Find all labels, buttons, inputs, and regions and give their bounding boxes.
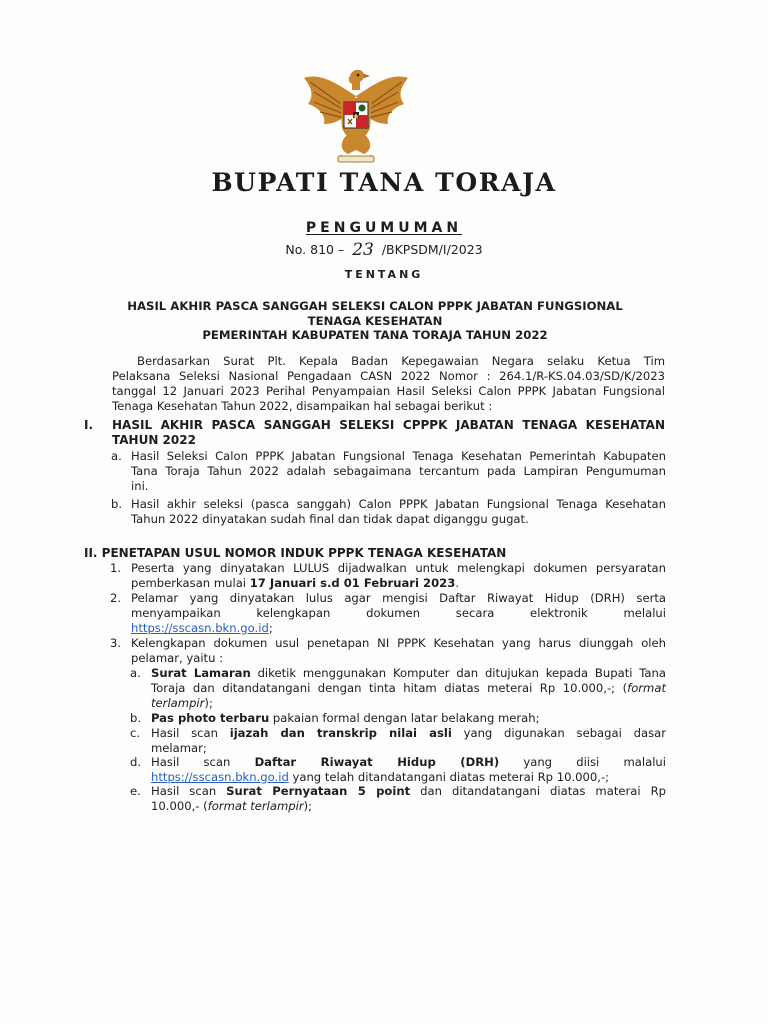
document-number	[0, 239, 768, 259]
intro-line: Pelaksana Seleksi Nasional Pengadaan CASN 2022 Nomor : 264.1/R-KS.04.03/SD/K/2023	[112, 369, 665, 383]
list-marker: b.	[130, 711, 142, 725]
intro-paragraph-cont	[112, 369, 665, 413]
subject-line-3: PEMERINTAH KABUPATEN TANA TORAJA TAHUN 2022	[202, 328, 548, 342]
list-marker: d.	[130, 755, 142, 769]
regent-title: BUPATI TANA TORAJA	[211, 168, 557, 197]
sscasn-link[interactable]: https://sscasn.bkn.go.id	[131, 620, 269, 635]
item-line: https://sscasn.bkn.go.id yang telah ditandatangani diatas meterai Rp 10.000,-;	[151, 769, 610, 784]
item-line: Hasil scan Surat Pernyataan 5 point dan ditandatangani diatas materai Rp	[151, 784, 666, 798]
item-line: https://sscasn.bkn.go.id;	[131, 620, 273, 635]
section-1-title-line: TAHUN 2022	[112, 433, 196, 447]
section-1-title-line: HASIL AKHIR PASCA SANGGAH SELEKSI CPPPK JABATAN TENAGA KESEHATAN	[112, 418, 665, 432]
item-line: Hasil scan ijazah dan transkrip nilai asli yang digunakan sebagai dasar	[151, 726, 666, 740]
number-prefix: No. 810 –	[285, 242, 345, 257]
item-line: Hasil Seleksi Calon PPPK Jabatan Fungsional Tenaga Kesehatan Pemerintah Kabupaten	[131, 449, 666, 463]
sscasn-link[interactable]: https://sscasn.bkn.go.id	[151, 769, 289, 784]
section-1-item-a	[131, 449, 666, 493]
number-handwritten: 23	[352, 240, 374, 260]
section-2-item-2	[131, 591, 666, 635]
intro-line: Tenaga Kesehatan Tahun 2022, disampaikan hal sebagai berikut :	[112, 398, 493, 413]
item-line: Hasil scan Daftar Riwayat Hidup (DRH) yang diisi malalui	[151, 755, 666, 769]
date-range: 17 Januari s.d 01 Februari 2023	[249, 575, 456, 590]
list-marker: a.	[130, 666, 141, 680]
section-2-title: II. PENETAPAN USUL NOMOR INDUK PPPK TENAGA KESEHATAN	[84, 546, 507, 560]
section-2-item-1	[131, 561, 666, 591]
section-1-item-b	[131, 497, 666, 527]
list-marker: 1.	[110, 561, 122, 575]
intro-paragraph	[112, 354, 665, 369]
garuda-emblem-icon	[300, 66, 412, 166]
item-line: Kelengkapan dokumen usul penetapan NI PPPK Kesehatan yang harus diunggah oleh	[131, 636, 666, 650]
subject-line-1: HASIL AKHIR PASCA SANGGAH SELEKSI CALON PPPK JABATAN FUNGSIONAL	[127, 299, 623, 313]
item-line: Tahun 2022 dinyatakan sudah final dan tidak dapat diganggu gugat.	[131, 511, 529, 526]
subject-line-2: TENAGA KESEHATAN	[307, 313, 443, 328]
list-marker: e.	[130, 784, 141, 798]
section-1-title	[112, 418, 665, 448]
requirement-a	[151, 666, 666, 710]
subject-heading	[80, 299, 670, 343]
item-line: Tana Toraja Tahun 2022 adalah sebagaimana tercantum pada Lampiran Pengumuman	[131, 463, 666, 478]
item-line: Peserta yang dinyatakan LULUS dijadwalkan untuk melengkapi dokumen persyaratan	[131, 561, 666, 575]
item-line: Pas photo terbaru pakaian formal dengan latar belakang merah;	[151, 711, 540, 725]
about-heading: TENTANG	[344, 268, 424, 281]
item-line: menyampaikan kelengkapan dokumen secara elektronik melalui	[131, 605, 666, 620]
item-line: terlampir);	[151, 695, 213, 710]
list-marker: c.	[130, 726, 141, 740]
section-2-item-3	[131, 636, 666, 666]
item-line: melamar;	[151, 740, 207, 755]
section-1-numeral: I.	[84, 418, 94, 432]
item-line: pemberkasan mulai 17 Januari s.d 01 Februari 2023.	[131, 575, 459, 590]
item-line: Pelamar yang dinyatakan lulus agar mengisi Daftar Riwayat Hidup (DRH) serta	[131, 591, 666, 605]
item-line: Hasil akhir seleksi (pasca sanggah) Calon PPPK Jabatan Fungsional Tenaga Kesehatan	[131, 497, 666, 511]
requirement-d	[151, 755, 666, 785]
item-line: Toraja dan ditandatangani dengan tinta hitam diatas meterai Rp 10.000,-; (format	[151, 680, 666, 695]
intro-line: tanggal 12 Januari 2023 Perihal Penyampaian Hasil Seleksi Calon PPPK Jabatan Fungsional	[112, 383, 665, 398]
item-line: ini.	[131, 478, 149, 493]
requirement-b	[151, 711, 666, 726]
item-line: pelamar, yaitu :	[131, 650, 224, 665]
list-marker: 3.	[110, 636, 122, 650]
number-suffix: /BKPSDM/I/2023	[381, 242, 483, 257]
document-type-heading	[0, 220, 768, 236]
item-line: 10.000,- (format terlampir);	[151, 798, 313, 813]
list-marker: a.	[111, 449, 122, 463]
requirement-e	[151, 784, 666, 814]
requirement-c	[151, 726, 666, 756]
list-marker: 2.	[110, 591, 122, 605]
list-marker: b.	[111, 497, 123, 511]
item-line: Surat Lamaran diketik menggunakan Komputer dan ditujukan kepada Bupati Tana	[151, 666, 666, 680]
document-type-label: PENGUMUMAN	[305, 220, 463, 236]
intro-line: Berdasarkan Surat Plt. Kepala Badan Kepegawaian Negara selaku Ketua Tim	[137, 354, 665, 368]
